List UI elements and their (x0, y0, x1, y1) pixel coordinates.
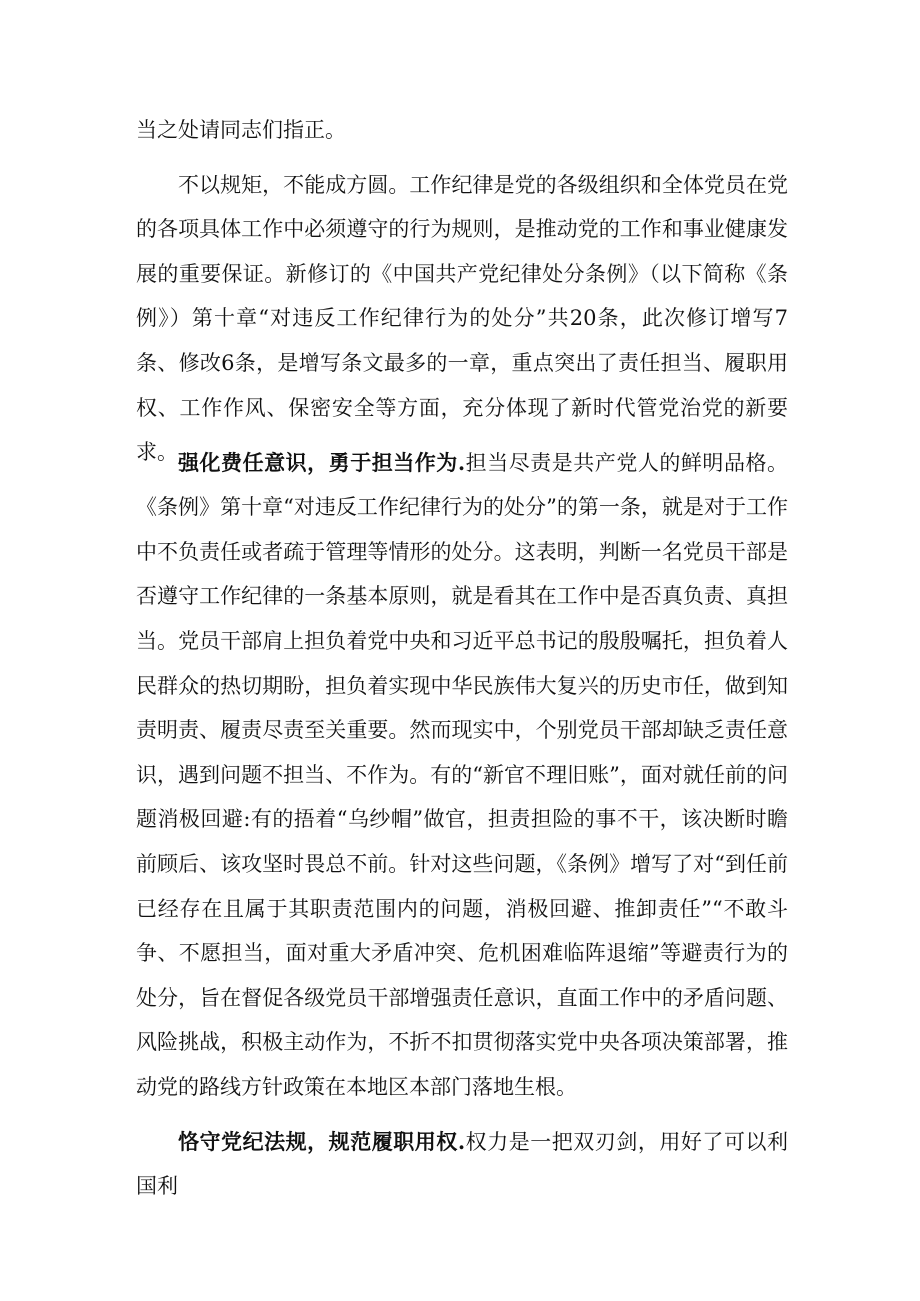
paragraph-text: 担当尽责是共产党人的鲜明品格。《条例》第十章“对违反工作纪律行为的处分”的第一条，就是对于工作中不负责任或者疏于管理等情形的处分。这表明，判断一名党员干部是否遵守工作纪律的一条基本原则，就是看其在工作中是否真负责、真担当。党员干部肩上担负着党中央和习近平总书记的殷殷嘱托，担负着人民群众的热切期盼，担负着实现中华民族伟大复兴的历史市任，做到知责明责、履责尽责至关重要。然而现实中，个别党员干部却缺乏责任意识，遇到问题不担当、不作为。有的“新官不理旧账”，面对就任前的问题消极回避:有的捂着“乌纱帽”做官，担责担险的事不干，该决断时瞻前顾后、该攻坚时畏总不前。针对这些问题，《条例》增写了对“到任前已经存在且属于其职责范围内的问题，消极回避、推卸责任”“不敢斗争、不愿担当，面对重大矛盾冲突、危机困难临阵退缩”等避责行为的处分，旨在督促各级党员干部增强责任意识，直面工作中的矛盾问题、风险挑战，积极主动作为，不折不扣贯彻落实党中央各项决策部署，推动党的路线方针政策在本地区本部门落地生根。 (136, 450, 789, 1099)
paragraph-responsibility (136, 441, 788, 1110)
paragraph-heading: 强化费任意识，勇于担当作为. (178, 449, 466, 475)
paragraph-heading: 恪守党纪法规，规范履职用权. (178, 1128, 466, 1154)
paragraph-discipline (136, 1120, 789, 1199)
paragraph-text: 权力是一把双刃剑，用好了可以利国利 (136, 1129, 789, 1199)
paragraph-text: 不以规矩，不能成方圆。工作纪律是党的各级组织和全体党员在党的各项具体工作中必须遵守的行为规则，是推动党的工作和事业健康发展的重要保证。新修订的《中国共产党纪律处分条例》（以下简称《条例》）第十章“对违反工作纪律行为的处分”共20条，此次修订增写7条、修改6条，是增写条文最多的一章，重点突出了责任担当、履职用权、工作作风、保密安全等方面，充分体现了新时代管党治党的新要求。 (136, 172, 788, 465)
document-body (136, 108, 789, 1199)
paragraph-text: 当之处请同志们指正。 (136, 118, 346, 142)
paragraph-continuation (136, 108, 788, 153)
